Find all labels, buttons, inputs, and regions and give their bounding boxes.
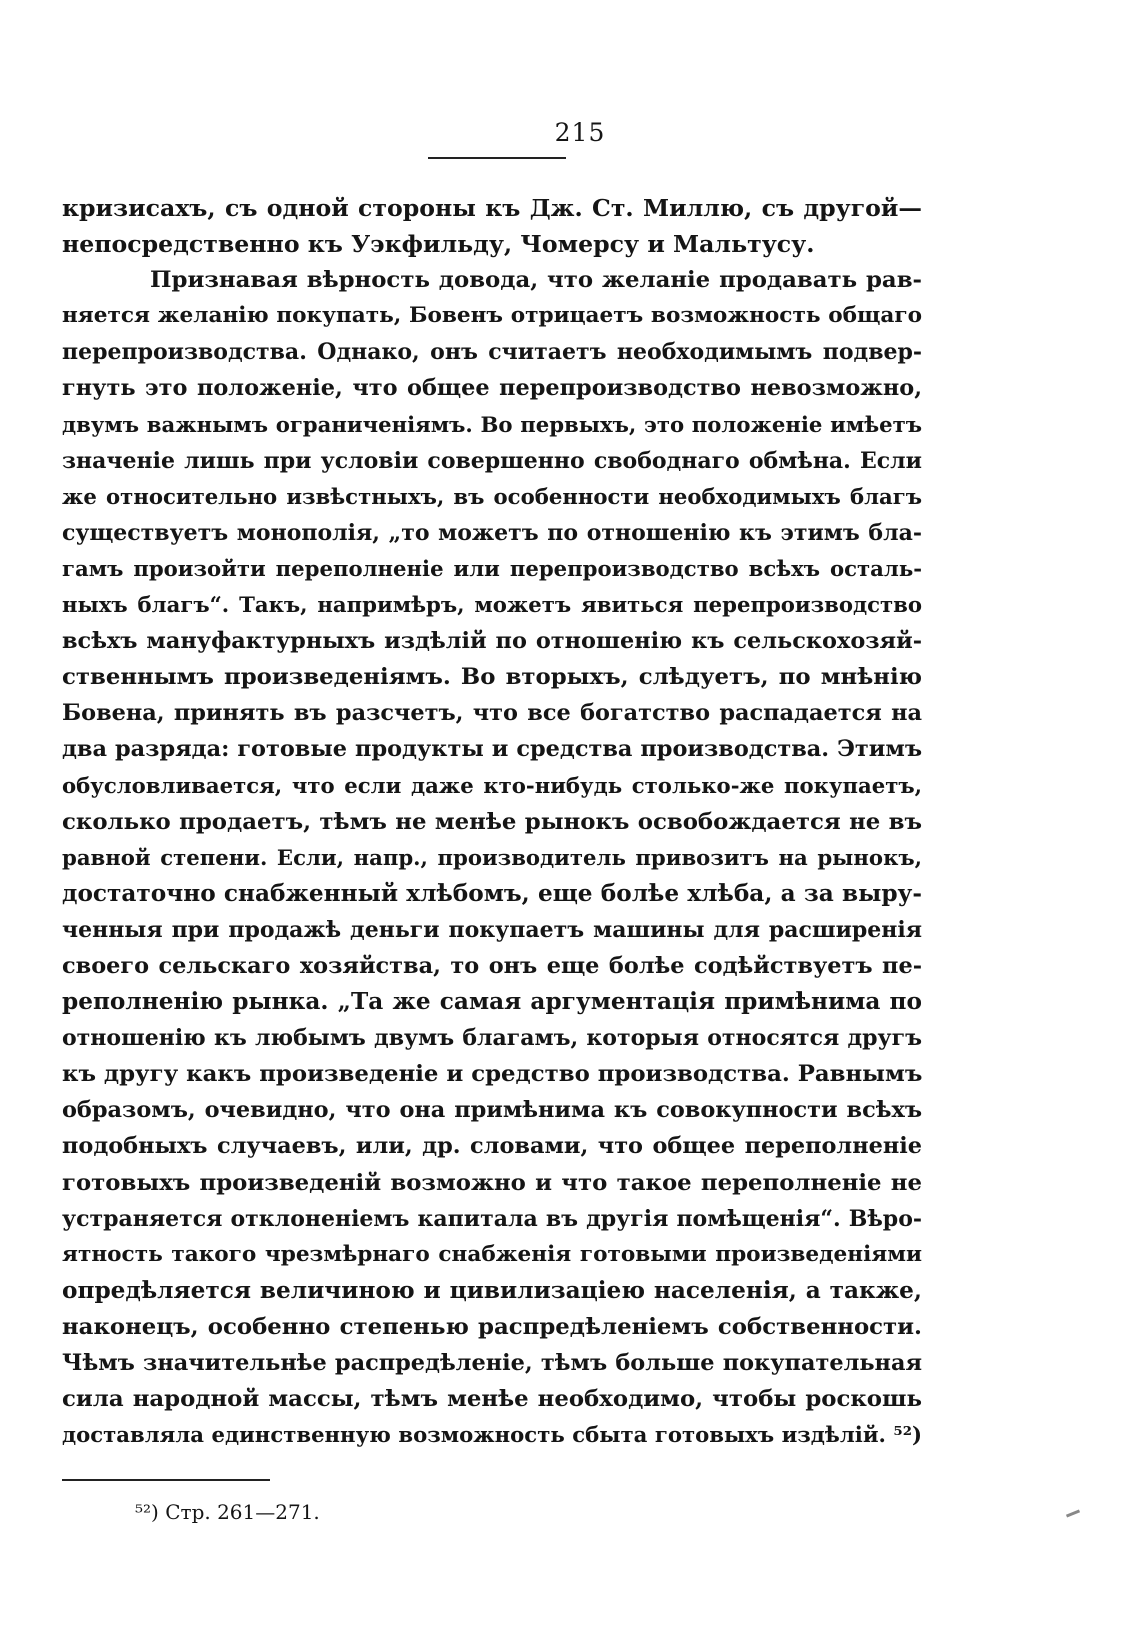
text-line: наконецъ, особенно степенью распредѣленіемъ собственности. — [62, 1313, 922, 1340]
page-number-rule — [428, 157, 566, 159]
text-line: гамъ произойти переполненіе или перепроизводство всѣхъ осталь- — [62, 555, 922, 581]
text-line: Признавая вѣрность довода, что желаніе продавать рав- — [150, 267, 922, 294]
text-line: два разряда: готовые продукты и средства производства. Этимъ — [62, 736, 922, 763]
text-line: двумъ важнымъ ограниченіямъ. Во первыхъ, это положеніе имѣетъ — [62, 411, 922, 437]
page-number: 215 — [554, 118, 606, 147]
text-body — [62, 190, 922, 1453]
text-line: устраняется отклоненіемъ капитала въ другія помѣщенія“. Вѣро- — [62, 1205, 922, 1232]
text-line: доставляла единственную возможность сбыта готовыхъ издѣлій. ⁵²) — [62, 1422, 922, 1448]
text-line: няется желанію покупать, Бовенъ отрицаетъ возможность общаго — [62, 303, 922, 329]
text-line: подобныхъ случаевъ, или, др. словами, что общее переполненіе — [62, 1133, 922, 1160]
text-line: достаточно снабженный хлѣбомъ, еще болѣе хлѣба, а за выру- — [62, 879, 922, 907]
text-line: сколько продаетъ, тѣмъ не менѣе рынокъ освобождается не въ — [62, 808, 922, 835]
text-line: существуетъ монополія, „то можетъ по отношенію къ этимъ бла- — [62, 519, 922, 546]
text-line: готовыхъ произведеній возможно и что такое переполненіе не — [62, 1169, 922, 1196]
text-line: перепроизводства. Однако, онъ считаетъ необходимымъ подвер- — [62, 339, 922, 366]
text-line: равной степени. Если, напр., производитель привозитъ на рынокъ, — [62, 844, 922, 870]
text-line: всѣхъ мануфактурныхъ издѣлій по отношенію къ сельскохозяй- — [62, 628, 922, 655]
text-line: образомъ, очевидно, что она примѣнима къ совокупности всѣхъ — [62, 1097, 922, 1124]
footnote: ⁵²) Стр. 261—271. — [135, 1500, 320, 1524]
text-line: обусловливается, что если даже кто-нибудь столько-же покупаетъ, — [62, 772, 922, 798]
text-line: къ другу какъ произведеніе и средство производства. Равнымъ — [62, 1061, 922, 1088]
text-line: непосредственно къ Уэкфильду, Чомерсу и Мальтусу. — [62, 230, 815, 259]
text-line: опредѣляется величиною и цивилизаціею населенія, а также, — [62, 1276, 922, 1304]
scan-speck — [1066, 1509, 1080, 1517]
text-line: своего сельскаго хозяйства, то онъ еще болѣе содѣйствуетъ пе- — [62, 952, 922, 979]
text-line: значеніе лишь при условіи совершенно свободнаго обмѣна. Если — [62, 447, 922, 474]
text-line: кризисахъ, съ одной стороны къ Дж. Ст. Миллю, съ другой— — [62, 194, 922, 222]
text-line: ныхъ благъ“. Такъ, напримѣръ, можетъ явиться перепроизводство — [62, 592, 922, 618]
text-line: Бовена, принять въ разсчетъ, что все богатство распадается на — [62, 700, 922, 727]
text-line: Чѣмъ значительнѣе распредѣленіе, тѣмъ больше покупательная — [62, 1350, 922, 1376]
text-line: отношенію къ любымъ двумъ благамъ, которыя относятся другъ — [62, 1025, 922, 1052]
text-line: сила народной массы, тѣмъ менѣе необходимо, чтобы роскошь — [62, 1386, 922, 1413]
text-line: гнуть это положеніе, что общее перепроизводство невозможно, — [62, 375, 922, 402]
footnote-rule — [62, 1479, 270, 1481]
text-line: ятность такого чрезмѣрнаго снабженія готовыми произведеніями — [62, 1241, 922, 1267]
text-line: ственнымъ произведеніямъ. Во вторыхъ, слѣдуетъ, по мнѣнію — [62, 664, 922, 691]
text-line: реполненію рынка. „Та же самая аргументація примѣнима по — [62, 988, 922, 1016]
text-line: ченныя при продажѣ деньги покупаетъ машины для расширенія — [62, 916, 922, 943]
text-line: же относительно извѣстныхъ, въ особенности необходимыхъ благъ — [62, 483, 922, 509]
